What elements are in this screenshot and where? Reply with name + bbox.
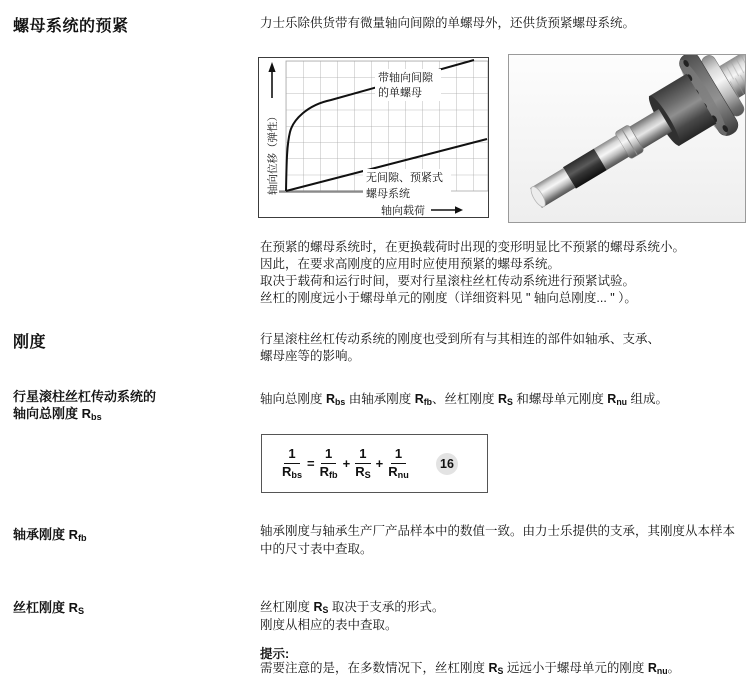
x-axis-arrow-head: [455, 206, 463, 214]
paragraph-line: 轴承刚度与轴承生产厂产品样本中的数值一致。由力士乐提供的支承，其刚度从本样本: [260, 524, 736, 538]
preload-deflection-chart: [258, 57, 489, 218]
chart-y-axis-label: 轴向位移（弹性）: [267, 111, 279, 195]
denominator: $R_{fb}$: [319, 464, 338, 480]
denominator: $R_{bs}$: [282, 464, 303, 480]
screw-stiffness-text: [260, 599, 748, 634]
product-photo-svg: [509, 55, 746, 223]
note-label: 提示:: [260, 647, 290, 661]
denominator: $R_S$: [355, 464, 371, 480]
screw-assembly: [511, 55, 746, 223]
paragraph-line: 因此，在要求高刚度的应用时应使用预紧的螺母系统。: [260, 257, 561, 271]
paragraph-line: 取决于载荷和运行时间，要对行星滚柱丝杠传动系统进行预紧试验。: [260, 274, 636, 288]
plus-sign: +: [375, 456, 384, 471]
curve-label-preloaded-line2: 螺母系统: [366, 188, 410, 200]
bearing-stiffness-text: [260, 523, 748, 558]
numerator: 1: [284, 447, 299, 464]
subheading-total-axial-stiffness: [13, 389, 248, 422]
subheading-screw-stiffness: 丝杠刚度 $R_S$: [13, 600, 85, 616]
equals-sign: =: [307, 456, 315, 471]
denominator: $R_{nu}$: [388, 464, 409, 480]
fraction: [320, 447, 338, 480]
curve-label-single-nut-line2: 的单螺母: [378, 87, 422, 99]
chart-svg: [259, 58, 488, 217]
stiffness-text: [260, 331, 748, 365]
section-heading-stiffness: 刚度: [13, 334, 47, 351]
fraction: [282, 447, 302, 480]
chart-x-axis-label: 轴向载荷: [381, 205, 425, 217]
paragraph-line: 在预紧的螺母系统时，在更换载荷时出现的变形明显比不预紧的螺母系统小。: [260, 240, 686, 254]
intro-text: 力士乐除供货带有微量轴向间隙的单螺母外，还供货预紧螺母系统。: [260, 16, 636, 30]
numerator: 1: [321, 447, 336, 464]
subheading-bearing-stiffness: 轴承刚度 $R_{fb}$: [13, 527, 87, 543]
paragraph-line: 行星滚柱丝杠传动系统的刚度也受到所有与其相连的部件如轴承、支承、: [260, 332, 661, 346]
y-axis-arrow-head: [268, 62, 275, 72]
paragraph-line: 丝杠的刚度远小于螺母单元的刚度（详细资料见 " 轴向总刚度... " ）。: [260, 291, 637, 305]
plus-sign: +: [342, 456, 351, 471]
total-stiffness-text: 轴向总刚度 $R_{bs}$ 由轴承刚度 $R_{fb}$、丝杠刚度 $R_S$ 和螺母单元刚度 $R_{nu}$ 组成。: [260, 392, 669, 407]
paragraph-line: 丝杠刚度 $R_S$ 取决于支承的形式。: [260, 600, 445, 615]
numerator: 1: [355, 447, 370, 464]
section-heading-nut-preload: 螺母系统的预紧: [13, 18, 129, 35]
product-photo-roller-screw: [508, 54, 746, 223]
curve-label-single-nut-line1: 带轴向间隙: [378, 72, 433, 84]
paragraph-line: 螺母座等的影响。: [260, 349, 361, 363]
fraction: [355, 447, 370, 480]
note-text: 需要注意的是，在多数情况下，丝杠刚度 $R_S$ 远远小于螺母单元的刚度 $R_{nu}$。: [260, 661, 681, 676]
curve-label-preloaded-line1: 无间隙、预紧式: [366, 172, 443, 184]
paragraph-line: 刚度从相应的表中查取。: [260, 617, 398, 632]
subheading-line: 轴向总刚度 $R_{bs}$: [13, 405, 102, 422]
preload-paragraph: [260, 239, 748, 307]
formula-box: [261, 434, 488, 493]
fraction: [388, 447, 409, 480]
subheading-line: 行星滚柱丝杠传动系统的: [13, 389, 157, 404]
paragraph-line: 中的尺寸表中查取。: [260, 541, 373, 556]
numerator: 1: [391, 447, 406, 464]
equation-number-badge: 16: [436, 453, 458, 475]
formula-total-stiffness: [282, 447, 409, 480]
